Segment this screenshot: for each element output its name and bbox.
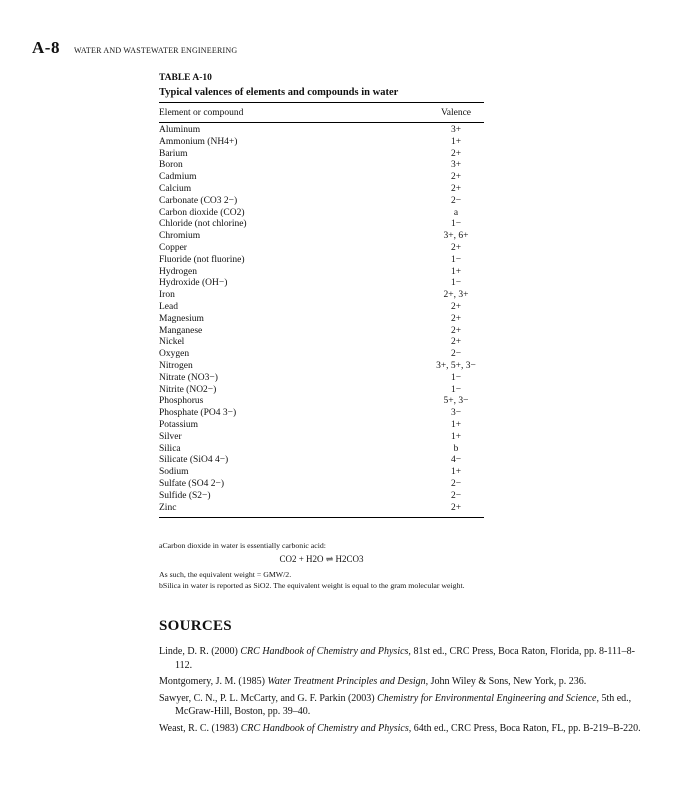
row-compound: Nitrate (NO3−) bbox=[159, 372, 218, 383]
source-authors: Sawyer, C. N., P. L. McCarty, and G. F. Parkin (2003) bbox=[159, 692, 378, 704]
table-row bbox=[159, 455, 484, 467]
row-compound: Silver bbox=[159, 431, 182, 442]
row-compound: Silica bbox=[159, 443, 181, 454]
table-header bbox=[159, 103, 484, 122]
row-valence: 2− bbox=[450, 478, 462, 489]
sources-section bbox=[159, 618, 649, 738]
source-entry bbox=[159, 722, 649, 736]
source-entry bbox=[159, 675, 649, 689]
table-row bbox=[159, 125, 484, 137]
row-valence: a bbox=[453, 207, 459, 218]
row-compound: Sulfate (SO4 2−) bbox=[159, 478, 224, 489]
row-valence: 2+ bbox=[450, 325, 462, 336]
row-compound: Fluoride (not fluorine) bbox=[159, 254, 245, 265]
row-valence: 1+ bbox=[450, 419, 462, 430]
row-compound: Barium bbox=[159, 148, 188, 159]
source-title: CRC Handbook of Chemistry and Physics, bbox=[240, 646, 411, 657]
table-row bbox=[159, 396, 484, 408]
footnote-a-continued: As such, the equivalent weight = GMW/2. bbox=[159, 570, 292, 579]
row-compound: Nitrogen bbox=[159, 360, 193, 371]
row-valence: 4− bbox=[450, 455, 462, 466]
valence-table bbox=[159, 73, 484, 518]
carbonic-acid-equation: CO2 + H2O ⇌ H2CO3 bbox=[279, 554, 364, 564]
source-entry bbox=[159, 692, 649, 719]
row-valence: 1− bbox=[450, 219, 462, 230]
row-compound: Nickel bbox=[159, 337, 185, 348]
row-valence: 2+, 3+ bbox=[443, 290, 469, 301]
row-valence: 1− bbox=[450, 372, 462, 383]
row-valence: b bbox=[453, 443, 459, 454]
table-row bbox=[159, 149, 484, 161]
row-compound: Phosphorus bbox=[159, 396, 204, 407]
row-valence: 3+, 5+, 3− bbox=[436, 360, 476, 371]
table-row bbox=[159, 231, 484, 243]
column-header-valence: Valence bbox=[440, 107, 472, 118]
table-row bbox=[159, 255, 484, 267]
table-row bbox=[159, 385, 484, 397]
row-valence: 2+ bbox=[450, 148, 462, 159]
row-compound: Hydroxide (OH−) bbox=[159, 278, 228, 289]
row-valence: 2− bbox=[450, 490, 462, 501]
row-valence: 3− bbox=[450, 408, 462, 419]
row-valence: 1+ bbox=[450, 431, 462, 442]
column-header-name: Element or compound bbox=[159, 107, 244, 118]
table-row bbox=[159, 208, 484, 220]
source-authors: Weast, R. C. (1983) bbox=[159, 722, 241, 734]
table-row bbox=[159, 278, 484, 290]
row-valence: 2− bbox=[450, 195, 462, 206]
table-row bbox=[159, 373, 484, 385]
row-compound: Lead bbox=[159, 301, 178, 312]
row-compound: Carbon dioxide (CO2) bbox=[159, 207, 245, 218]
row-compound: Hydrogen bbox=[159, 266, 197, 277]
table-title: Typical valences of elements and compounds in water bbox=[159, 87, 399, 98]
table-row bbox=[159, 219, 484, 231]
source-details: 64th ed., CRC Press, Boca Raton, FL, pp. B-219–B-220. bbox=[411, 722, 641, 734]
row-compound: Aluminum bbox=[159, 125, 201, 135]
sources-heading: SOURCES bbox=[159, 618, 232, 634]
source-authors: Montgomery, J. M. (1985) bbox=[159, 676, 268, 687]
sources-list bbox=[159, 645, 649, 735]
row-valence: 3+ bbox=[450, 125, 462, 135]
row-compound: Chloride (not chlorine) bbox=[159, 219, 247, 230]
table-row bbox=[159, 361, 484, 373]
table-row bbox=[159, 337, 484, 349]
row-valence: 2+ bbox=[450, 502, 462, 513]
row-valence: 1− bbox=[450, 384, 462, 395]
row-valence: 1− bbox=[450, 278, 462, 289]
table-row bbox=[159, 172, 484, 184]
row-compound: Carbonate (CO3 2−) bbox=[159, 195, 238, 206]
table-row bbox=[159, 467, 484, 479]
table-row bbox=[159, 314, 484, 326]
table-row bbox=[159, 479, 484, 491]
row-compound: Nitrite (NO2−) bbox=[159, 384, 217, 395]
row-compound: Oxygen bbox=[159, 349, 190, 360]
row-valence: 3+, 6+ bbox=[443, 231, 469, 242]
table-row bbox=[159, 243, 484, 255]
page-number: A-8 bbox=[32, 38, 60, 57]
row-valence: 2+ bbox=[450, 301, 462, 312]
row-compound: Silicate (SiO4 4−) bbox=[159, 455, 229, 466]
table-row bbox=[159, 503, 484, 515]
table-row bbox=[159, 290, 484, 302]
table-row bbox=[159, 184, 484, 196]
table-row bbox=[159, 196, 484, 208]
table-row bbox=[159, 160, 484, 172]
row-compound: Sulfide (S2−) bbox=[159, 490, 211, 501]
table-row bbox=[159, 432, 484, 444]
page-header bbox=[32, 38, 237, 58]
source-authors: Linde, D. R. (2000) bbox=[159, 646, 241, 657]
table-footnotes bbox=[159, 540, 484, 591]
row-valence: 1+ bbox=[450, 467, 462, 478]
row-valence: 1+ bbox=[450, 266, 462, 277]
row-compound: Chromium bbox=[159, 231, 201, 242]
row-compound: Manganese bbox=[159, 325, 203, 336]
source-entry bbox=[159, 645, 649, 672]
row-compound: Copper bbox=[159, 242, 187, 253]
row-compound: Zinc bbox=[159, 502, 177, 513]
footnote-a: aCarbon dioxide in water is essentially carbonic acid: bbox=[159, 541, 326, 550]
row-compound: Iron bbox=[159, 290, 175, 301]
source-details: 5th ed., McGraw-Hill, Boston, pp. 39–40. bbox=[175, 692, 632, 717]
table-label: TABLE A-10 bbox=[159, 73, 212, 83]
row-valence: 2+ bbox=[450, 172, 462, 183]
table-body bbox=[159, 123, 484, 514]
row-valence: 5+, 3− bbox=[443, 396, 469, 407]
table-row bbox=[159, 349, 484, 361]
row-compound: Potassium bbox=[159, 419, 199, 430]
row-valence: 2+ bbox=[450, 337, 462, 348]
row-valence: 3+ bbox=[450, 160, 462, 171]
row-valence: 2+ bbox=[450, 242, 462, 253]
row-compound: Calcium bbox=[159, 183, 192, 194]
table-row bbox=[159, 302, 484, 314]
source-details: John Wiley & Sons, New York, p. 236. bbox=[428, 676, 587, 687]
row-compound: Phosphate (PO4 3−) bbox=[159, 408, 237, 419]
row-valence: 2+ bbox=[450, 183, 462, 194]
footnote-b: bSilica in water is reported as SiO2. The equivalent weight is equal to the gram molecular weight. bbox=[159, 581, 465, 590]
table-row bbox=[159, 408, 484, 420]
row-compound: Boron bbox=[159, 160, 183, 171]
row-valence: 1− bbox=[450, 254, 462, 265]
source-title: Water Treatment Principles and Design, bbox=[267, 676, 429, 687]
row-valence: 1+ bbox=[450, 136, 462, 147]
source-title: CRC Handbook of Chemistry and Physics, bbox=[240, 722, 412, 734]
table-row bbox=[159, 444, 484, 456]
table-row bbox=[159, 137, 484, 149]
running-head: WATER AND WASTEWATER ENGINEERING bbox=[73, 46, 238, 55]
row-compound: Magnesium bbox=[159, 313, 204, 324]
source-title: Chemistry for Environmental Engineering and Science, bbox=[377, 692, 599, 704]
row-compound: Ammonium (NH4+) bbox=[159, 136, 238, 147]
table-row bbox=[159, 420, 484, 432]
row-compound: Sodium bbox=[159, 467, 189, 478]
row-compound: Cadmium bbox=[159, 172, 197, 183]
table-row bbox=[159, 267, 484, 279]
table-row bbox=[159, 326, 484, 338]
table-row bbox=[159, 491, 484, 503]
source-details: 81st ed., CRC Press, Boca Raton, Florida, pp. 8-111–8-112. bbox=[175, 646, 635, 671]
row-valence: 2+ bbox=[450, 313, 462, 324]
row-valence: 2− bbox=[450, 349, 462, 360]
table-bottom-rule bbox=[159, 517, 484, 518]
